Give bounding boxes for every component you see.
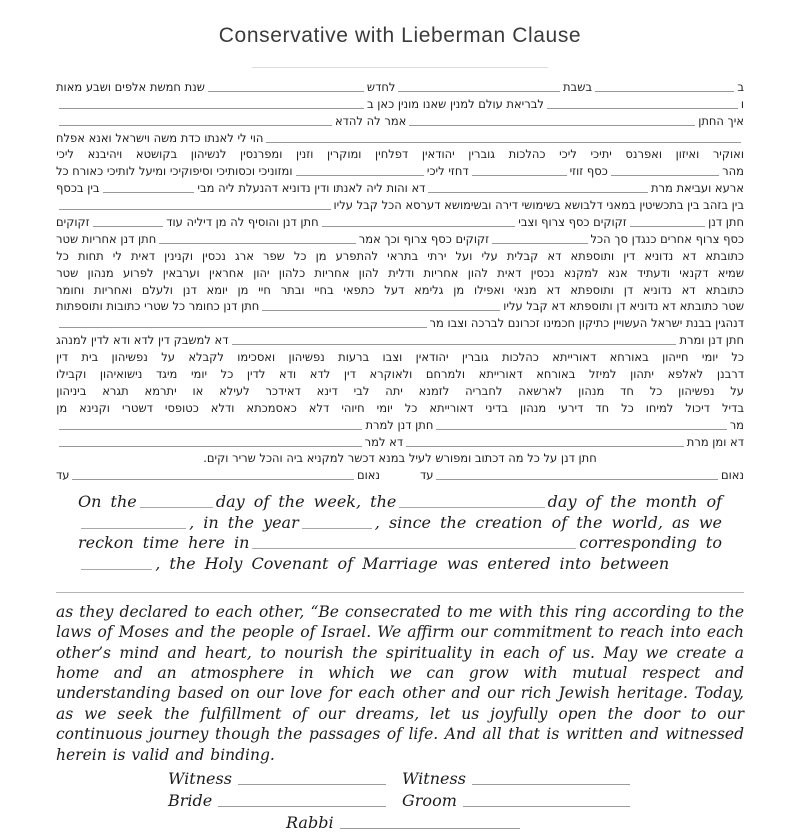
text-run: יהודאין — [415, 350, 449, 365]
text-run: מן — [56, 400, 68, 415]
text-run: דאידכר — [265, 383, 301, 398]
fill-in-blank — [59, 429, 362, 430]
text-run: דן — [623, 282, 634, 297]
text-run: להון — [467, 265, 489, 280]
couple-names-blank — [56, 579, 744, 593]
text-run: כתפאי — [343, 282, 375, 297]
witness-label: Witness — [168, 769, 232, 788]
text-run: למקנא — [563, 265, 599, 280]
text-run: ירתי — [427, 248, 447, 263]
witness-label: Witness — [402, 769, 466, 788]
text-run: ואסכימו — [237, 350, 276, 365]
text-run: דפלחין — [375, 147, 409, 162]
text-run: כאסמכתא — [246, 400, 297, 415]
text-run: On the — [78, 491, 137, 511]
text-run: דא למשבק דין לדא ודא לדין למנהג — [56, 333, 229, 348]
text-run: בתראי — [387, 248, 419, 263]
text-run: וקנינא — [79, 400, 110, 415]
text-run: ב — [737, 79, 744, 94]
witness-signature-field — [402, 769, 630, 788]
fill-in-blank — [81, 569, 152, 570]
fill-in-blank — [428, 192, 648, 193]
text-run: מן — [453, 282, 465, 297]
text-run: יומי — [701, 350, 719, 365]
text-run: לזמנא — [418, 383, 450, 398]
text-run: מיגד — [155, 367, 178, 382]
text-run: בשבת — [563, 79, 593, 94]
text-run: ודעתיד — [636, 265, 670, 280]
hebrew-line-8 — [56, 195, 744, 212]
fill-in-blank — [266, 142, 741, 143]
text-run: כל — [621, 400, 634, 415]
text-run: ויהיבנא — [87, 147, 123, 162]
text-run: באורחא — [609, 350, 649, 365]
text-run: ליכי — [559, 147, 577, 162]
text-run: מנהון — [87, 265, 114, 280]
fill-in-blank — [140, 507, 213, 508]
rabbi-label: Rabbi — [286, 813, 334, 832]
text-run: ואפרנס — [625, 147, 662, 162]
text-run: ומפרנסין — [239, 147, 283, 162]
document-title: Conservative with Lieberman Clause — [218, 24, 582, 47]
text-run: בדיל — [721, 400, 744, 415]
text-run: דא והות ליה לאנתו ודין נדוניא דהנעלת ליה מבי — [197, 181, 426, 196]
fill-in-blank — [547, 108, 738, 109]
text-run: כל — [404, 400, 418, 415]
text-run: מר — [729, 417, 744, 432]
hebrew-line-10 — [56, 229, 744, 246]
fill-in-blank — [399, 507, 544, 508]
text-run: להון — [358, 265, 379, 280]
hebrew-line-21 — [56, 415, 744, 432]
text-run: על — [730, 383, 744, 398]
text-run: לנשיהון — [190, 147, 227, 162]
signature-row — [168, 788, 744, 810]
text-run: דא ומן מרת — [686, 434, 744, 449]
text-run: חייהון — [662, 350, 689, 365]
hebrew-line-17 — [56, 347, 744, 364]
text-run: לארשאה — [518, 383, 563, 398]
text-run: ואיזון — [675, 147, 700, 162]
text-run: ודא — [279, 367, 297, 382]
fill-in-blank — [492, 243, 587, 244]
fill-in-blank — [59, 209, 331, 210]
text-run: ותוספתא — [570, 282, 614, 297]
fill-in-blank — [208, 91, 364, 92]
text-run: ואוקיר — [712, 147, 744, 162]
text-run: כהלכות — [501, 350, 539, 365]
text-run: יתה — [385, 383, 403, 398]
text-run: דין — [56, 350, 69, 365]
text-run: reckon time here in — [78, 533, 250, 553]
text-run: ארג — [234, 248, 254, 263]
text-run: דא למר — [364, 434, 404, 449]
text-run: גוברין — [461, 350, 489, 365]
text-run: ובתר — [280, 282, 305, 297]
groom-label: Groom — [402, 791, 457, 810]
fill-in-blank — [409, 125, 695, 126]
text-run: דשטרי — [121, 400, 153, 415]
fill-in-blank — [398, 91, 560, 92]
text-run: דא — [681, 282, 696, 297]
text-run: שמיא — [717, 265, 744, 280]
hebrew-line-24 — [56, 465, 744, 482]
hebrew-line-11 — [56, 246, 744, 263]
text-run: לי — [112, 248, 122, 263]
text-run: וקנינין — [164, 248, 193, 263]
witness-signature-field — [168, 769, 386, 788]
hebrew-line-22 — [56, 432, 744, 449]
bride-signature-field — [168, 791, 386, 810]
text-run: דירעי — [558, 400, 584, 415]
fill-in-blank — [252, 548, 576, 549]
bride-signature-blank — [218, 806, 386, 807]
text-run: אחריות — [423, 265, 459, 280]
text-run: דא — [547, 248, 562, 263]
fill-in-blank — [59, 108, 364, 109]
text-run: להתפרע — [335, 248, 379, 263]
text-run: מנהון — [578, 383, 605, 398]
text-run: לחבריה — [465, 383, 503, 398]
text-run: זקוקים כסף צרוף וצבי — [518, 215, 627, 230]
fill-in-blank — [81, 528, 186, 529]
text-run: ואפילו — [473, 282, 505, 297]
text-run: חד — [595, 400, 610, 415]
text-run: זקוקים — [56, 215, 90, 230]
text-run: דאורייתא — [552, 350, 597, 365]
text-run: שטר — [56, 265, 79, 280]
document-body — [56, 77, 744, 832]
text-run: דינא — [316, 383, 338, 398]
text-run: אנא — [607, 265, 628, 280]
text-run: לחדש — [366, 79, 396, 94]
text-run: כסף זוזי — [569, 164, 608, 179]
hebrew-block — [56, 77, 744, 482]
text-run: כתובתא — [705, 282, 744, 297]
text-run: כתובתא — [705, 248, 744, 263]
text-run: תחות — [77, 248, 104, 263]
text-run: דעל — [384, 282, 405, 297]
text-run: מנהון — [520, 400, 547, 415]
text-run: מהר — [722, 164, 744, 179]
signature-row — [286, 810, 744, 832]
text-run: דאורייתא — [478, 367, 523, 382]
bride-label: Bride — [168, 791, 213, 810]
text-run: דיכול — [685, 400, 710, 415]
text-run: דלא — [308, 400, 330, 415]
hebrew-line-14 — [56, 297, 744, 314]
fill-in-blank — [159, 243, 356, 244]
text-run: מנאי — [513, 282, 537, 297]
text-run: דאית — [497, 265, 522, 280]
fill-in-blank — [59, 125, 332, 126]
text-run: נאום — [720, 468, 744, 483]
text-run: יומי — [376, 400, 393, 415]
text-run: וצבו — [382, 350, 403, 365]
text-run: ומוקרין — [326, 147, 362, 162]
hebrew-line-2 — [56, 94, 744, 111]
text-run: לפרוע — [122, 265, 154, 280]
text-run: שנת חמשת אלפים ושבע מאות — [56, 79, 205, 94]
text-run: חתן דנן ומרת — [679, 333, 744, 348]
text-run: אמר לה להדא — [334, 113, 407, 128]
text-run: חיי — [258, 282, 271, 297]
text-run: נדוניא — [644, 248, 674, 263]
text-run: וזנין — [295, 147, 314, 162]
text-run: day of the week, the — [215, 491, 397, 511]
fill-in-blank — [630, 226, 705, 227]
hebrew-line-20 — [56, 398, 744, 415]
text-run: ותוספתא — [570, 248, 615, 263]
hebrew-line-16 — [56, 330, 744, 347]
text-run: מן — [315, 248, 327, 263]
text-run: איך החתן — [698, 113, 744, 128]
text-run: יתיכי — [590, 147, 612, 162]
fill-in-blank — [595, 91, 734, 92]
text-run: , in the year — [189, 512, 299, 532]
text-run: כל — [293, 248, 307, 263]
hebrew-line-15 — [56, 313, 744, 330]
text-run: ומזוניכי וכסותיכי וסיפוקיכי ומיעל לותיכי כאורח כל — [55, 164, 293, 179]
hebrew-line-13 — [56, 280, 744, 297]
text-run: באורחא — [536, 367, 576, 382]
text-run: יהון — [253, 265, 270, 280]
text-run: על — [161, 350, 175, 365]
text-run: ודלא — [210, 400, 235, 415]
text-run: יומי — [190, 367, 208, 382]
text-run: יהודאין — [421, 147, 455, 162]
text-run: נכסין — [530, 265, 555, 280]
text-run: בין בזהב בין בתכשיטין במאני דלבושא בשימושי דירה ובשימושא דערסא הכל קבל עליו — [333, 198, 744, 213]
text-run: דין — [343, 367, 356, 382]
text-run: למיחו — [645, 400, 674, 415]
text-run: עד — [420, 468, 434, 483]
text-run: כל — [56, 248, 69, 263]
text-run: day of the month of — [547, 491, 722, 511]
hebrew-line-9 — [56, 212, 744, 229]
text-run: דנן — [182, 282, 197, 297]
text-run: לדין — [246, 367, 266, 382]
fill-in-blank — [103, 192, 195, 193]
text-run: לדא — [309, 367, 331, 382]
text-run: ברעות — [338, 350, 370, 365]
text-run: שפר — [262, 248, 285, 263]
text-run: נדוניא — [642, 282, 672, 297]
english-date-line-4 — [78, 552, 722, 573]
text-run: בקושטא — [135, 147, 178, 162]
text-run: הוי לי לאנתו כדת משה וישראל ואנא אפלח — [56, 130, 264, 145]
fill-in-blank — [322, 226, 516, 227]
text-run: ועל — [455, 248, 473, 263]
text-run: או — [192, 383, 204, 398]
fill-in-blank — [302, 528, 372, 529]
hebrew-line-1 — [56, 77, 744, 94]
hebrew-line-4 — [56, 128, 744, 145]
hebrew-line-3 — [56, 111, 744, 128]
text-run: חתן דנן למרת — [365, 417, 434, 432]
text-run: נישואיהון — [99, 367, 143, 382]
fill-in-blank — [436, 429, 726, 430]
text-run: דנהגין בבנת ישראל העשויין כתיקון חכמינו זכרונם לברכה וצבו מר — [429, 316, 744, 331]
text-run: ולעלם — [141, 282, 173, 297]
text-run: וקבילו — [56, 367, 87, 382]
fill-in-blank — [59, 327, 427, 328]
text-run: מן — [237, 282, 249, 297]
english-paragraph: as they declared to each other, “Be consecrated to me with this ring according to the laws of Moses and the people of Israel. We affirm our commitment to reach into each other’s mind and heart, to nourish the spirituality in each of us. May we create a home and an atmosphere in which we can grow with mutual respect and understanding based on our love for each other and our rich Jewish heritage. Today, as we seek the fulfillment of our dreams, let us joyfully open the door to our continuous journey though the passages of life. And all that is written and witnessed herein is valid and binding. — [56, 602, 744, 764]
text-run: יתרמא — [144, 383, 177, 398]
text-run: לאלפא — [667, 367, 704, 382]
english-date-block — [56, 490, 744, 572]
text-run: , since the creation of the world, as we — [374, 512, 722, 532]
groom-signature-field — [402, 791, 630, 810]
text-run: אחריות — [314, 265, 350, 280]
fill-in-blank — [436, 479, 717, 480]
text-run: לקבלא — [188, 350, 224, 365]
text-run: דא — [546, 282, 561, 297]
text-run: נאום — [356, 468, 380, 483]
rabbi-signature-field — [286, 813, 520, 832]
text-run: גלימא — [414, 282, 444, 297]
text-run: נפשיהון — [111, 350, 148, 365]
text-run: דקנאי — [679, 265, 709, 280]
text-run: ארעא ועביאת מרת — [650, 181, 744, 196]
text-run: לבי — [353, 383, 370, 398]
text-run: ולמרחם — [425, 367, 466, 382]
hebrew-line-18 — [56, 364, 744, 381]
text-run: שטר כתובתא דא נדוניא דן ותוספתא דא קבל עליו — [503, 299, 744, 314]
hebrew-line-6 — [56, 161, 744, 178]
rabbi-signature-blank — [340, 828, 520, 829]
text-run: כטופסי — [164, 400, 199, 415]
english-date-line-3 — [78, 532, 722, 553]
hebrew-line-19 — [56, 381, 744, 398]
text-run: חתן דנן אחריות שטר — [56, 231, 157, 246]
text-run: קבלית — [506, 248, 539, 263]
fill-in-blank — [296, 175, 424, 176]
fill-in-blank — [611, 175, 719, 176]
text-run: ו — [740, 96, 744, 111]
text-run: חתן דנן כחומר כל שטרי כתובות ותוספתות — [56, 299, 260, 314]
text-run: ליכי — [56, 147, 74, 162]
text-run: כל — [649, 383, 663, 398]
fill-in-blank — [262, 310, 500, 311]
witness-signature-blank — [472, 784, 630, 785]
text-run: בדיני — [485, 400, 509, 415]
text-run: corresponding to — [579, 533, 722, 553]
text-run: חד — [620, 383, 634, 398]
fill-in-blank — [72, 479, 353, 480]
english-date-line-1 — [78, 490, 722, 511]
text-run: נפשיהון — [678, 383, 715, 398]
text-run: למיזל — [589, 367, 617, 382]
text-run: עלי — [481, 248, 498, 263]
text-run: יומא — [206, 282, 228, 297]
text-run: אחראין — [208, 265, 244, 280]
fill-in-blank — [472, 175, 567, 176]
text-run: חתן דנן על כל מה דכתוב ומפורש לעיל במנא דכשר למקניא ביה והכל שריר וקים. — [203, 451, 597, 466]
text-run: כל — [731, 350, 744, 365]
decorative-rule — [252, 67, 548, 68]
text-run: בין בכסף — [56, 181, 100, 196]
text-run: עד — [56, 468, 70, 483]
text-run: בית — [81, 350, 99, 365]
signature-row — [168, 766, 744, 788]
text-run: חתן דנן — [708, 215, 744, 230]
fill-in-blank — [59, 446, 362, 447]
text-run: זקוקים כסף צרוף וכך אמר — [358, 231, 490, 246]
witness-signature-blank — [238, 784, 386, 785]
groom-signature-blank — [463, 806, 630, 807]
fill-in-blank — [93, 226, 164, 227]
text-run: ולאוקרא — [369, 367, 413, 382]
text-run: כל — [220, 367, 234, 382]
text-run: חתן דנן והוסיף לה מן דיליה עוד — [166, 215, 319, 230]
text-run: ואחריות — [94, 282, 133, 297]
text-run: תגרא — [102, 383, 129, 398]
text-run: דא — [682, 248, 697, 263]
text-run: וערבאין — [162, 265, 200, 280]
text-run: וחומר — [56, 282, 85, 297]
text-run: דאורייתא — [429, 400, 474, 415]
text-run: כסף צרוף אחרים כנגדן סך הכל — [590, 231, 744, 246]
hebrew-line-12 — [56, 263, 744, 280]
text-run: בחיי — [314, 282, 334, 297]
text-run: כהלכות — [508, 147, 546, 162]
text-run: נכסין — [202, 248, 226, 263]
text-run: גוברין — [468, 147, 496, 162]
text-run: דחזי ליכי — [426, 164, 469, 179]
fill-in-blank — [232, 344, 677, 345]
english-date-line-2 — [78, 511, 722, 532]
text-run: לבריאת עולם למנין שאנו מונין כאן ב — [366, 96, 544, 111]
fill-in-blank — [406, 446, 684, 447]
text-run: כלהון — [278, 265, 306, 280]
text-run: יתהון — [630, 367, 654, 382]
text-run: דרבנן — [716, 367, 744, 382]
hebrew-line-5 — [56, 145, 744, 162]
text-run: לעילא — [219, 383, 250, 398]
text-run: חיוהי — [341, 400, 365, 415]
text-run: דאית — [130, 248, 156, 263]
text-run: , the Holy Covenant of Marriage was entered into between — [155, 553, 670, 573]
hebrew-line-23 — [56, 449, 744, 466]
text-run: נפשיהון — [288, 350, 325, 365]
text-run: ודלית — [388, 265, 415, 280]
text-run: ביניהון — [56, 383, 87, 398]
hebrew-line-7 — [56, 178, 744, 195]
text-run: דין — [623, 248, 636, 263]
signature-block — [56, 766, 744, 832]
